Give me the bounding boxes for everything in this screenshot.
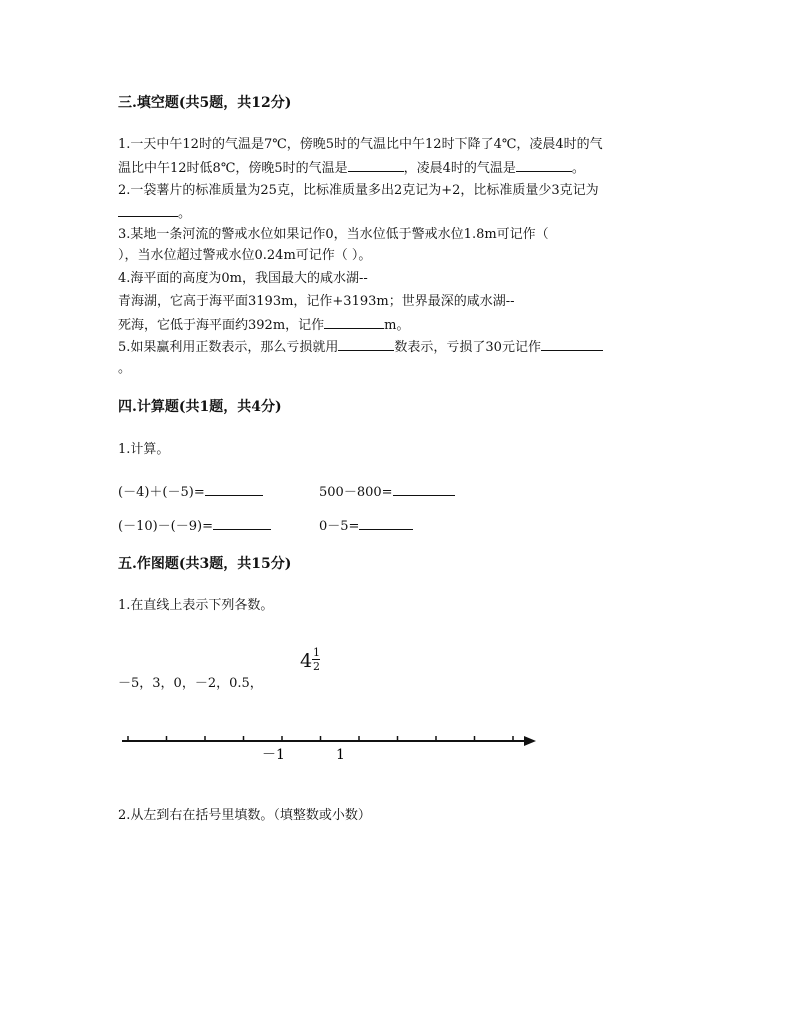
calc-answer-1[interactable]: [205, 481, 263, 496]
mixed-fraction: [300, 646, 324, 678]
calc-expression-4-text: 0－5=: [319, 519, 360, 534]
q5-line2: 。: [118, 361, 132, 376]
section-heading-fill-blank: 三.填空题(共5题，共12分): [118, 95, 292, 111]
axis-label-one: 1: [336, 747, 345, 763]
fraction-numerator: 1: [313, 646, 320, 659]
q4-text-b: m。: [384, 318, 410, 333]
calc-expression-1-text: (－4)＋(－5)=: [118, 485, 205, 500]
q1-line1: 1.一天中午12时的气温是7℃，傍晚5时的气温比中午12时下降了4℃，凌晨4时的气: [118, 137, 603, 152]
q1-blank-2[interactable]: [516, 157, 572, 172]
section-heading-drawing: 五.作图题(共3题，共15分): [118, 556, 292, 572]
q4-blank[interactable]: [324, 314, 384, 329]
q4-line2: 青海湖，它高于海平面3193m，记作+3193m；世界最深的咸水湖--: [118, 294, 515, 309]
q1-line2: [118, 157, 585, 179]
q4-line1: 4.海平面的高度为0m，我国最大的咸水湖--: [118, 271, 368, 286]
q2-line2: [118, 202, 191, 224]
calc-question: 1.计算。: [118, 442, 170, 457]
q4-line3: [118, 314, 409, 336]
calc-expression-3-text: (－10)－(－9)=: [118, 519, 213, 534]
number-line-arrow: [524, 736, 536, 746]
fraction-whole: 4: [300, 650, 313, 672]
calc-expression-3: [118, 515, 271, 534]
q4-text-a: 死海，它低于海平面约392m，记作: [118, 318, 325, 333]
q5-text-b: 数表示，亏损了30元记作: [394, 340, 541, 355]
q5-text-a: 5.如果赢利用正数表示，那么亏损就用: [118, 340, 339, 355]
q3-line1: 3.某地一条河流的警戒水位如果记作0，当水位低于警戒水位1.8m可记作（: [118, 227, 549, 242]
numbers-to-plot: －5，3，0，－2，0.5，: [118, 676, 263, 691]
q5-blank-1[interactable]: [338, 336, 394, 351]
q1-text-a: 温比中午12时低8℃，傍晚5时的气温是: [118, 161, 348, 176]
axis-label-minus-one: －1: [262, 747, 285, 763]
fraction-denominator: 2: [313, 660, 320, 673]
section-heading-calculation: 四.计算题(共1题，共4分): [118, 399, 282, 415]
calc-expression-2-text: 500－800=: [319, 485, 393, 500]
drawing-question-1: 1.在直线上表示下列各数。: [118, 598, 274, 613]
calc-expression-1: [118, 481, 263, 500]
calc-expression-4: [319, 515, 413, 534]
q1-text-c: 。: [571, 161, 585, 176]
q5-blank-2[interactable]: [541, 336, 603, 351]
drawing-question-2: 2.从左到右在括号里填数。（填整数或小数）: [118, 808, 371, 823]
q2-blank[interactable]: [118, 202, 178, 217]
number-line[interactable]: [110, 725, 550, 775]
calc-expression-2: [319, 481, 455, 500]
q1-blank-1[interactable]: [348, 157, 404, 172]
q1-text-b: ，凌晨4时的气温是: [403, 161, 516, 176]
q2-text-end: 。: [178, 206, 192, 221]
q3-line2: ），当水位超过警戒水位0.24m可记作（ ）。: [118, 248, 372, 263]
q5-line1: [118, 336, 603, 358]
calc-answer-4[interactable]: [359, 515, 413, 530]
calc-answer-2[interactable]: [393, 481, 455, 496]
q2-line1: 2.一袋薯片的标准质量为25克，比标准质量多出2克记为+2，比标准质量少3克记为: [118, 183, 599, 198]
calc-answer-3[interactable]: [213, 515, 271, 530]
